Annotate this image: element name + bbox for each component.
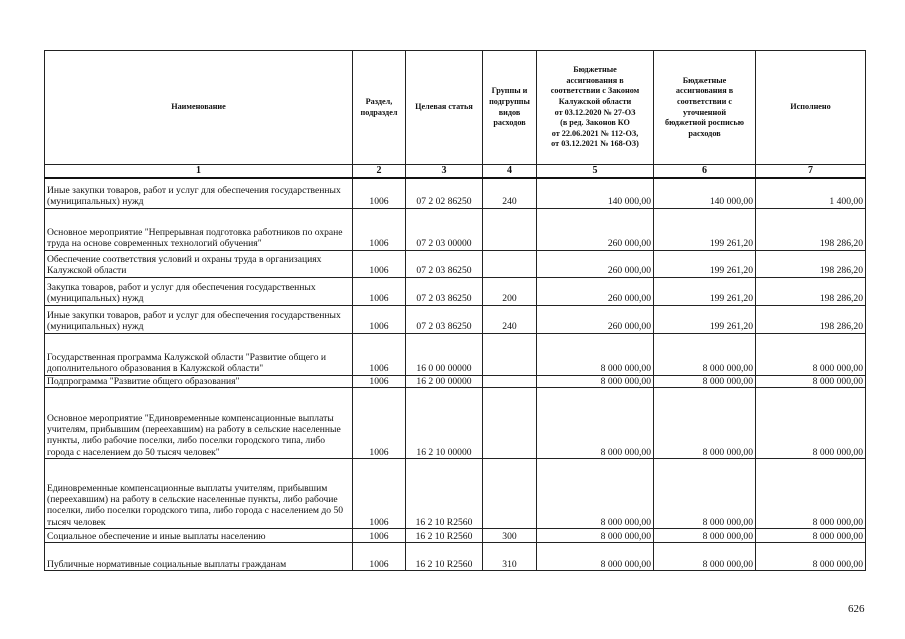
table-row [45,333,866,375]
row-section: 1006 [353,250,406,277]
row-name: Иные закупки товаров, работ и услуг для обеспечения государственных (муниципальных) нужд [45,178,353,208]
table-row [45,458,866,528]
row-budget-law: 260 000,00 [537,277,654,305]
header-row [45,51,866,165]
row-section: 1006 [353,208,406,250]
row-budget-law: 140 000,00 [537,178,654,208]
row-group [483,333,537,375]
row-budget-law: 260 000,00 [537,208,654,250]
col-header-name: Наименование [45,51,353,165]
row-target-code: 07 2 02 86250 [406,178,483,208]
row-budget-refined: 8 000 000,00 [654,387,756,458]
row-section: 1006 [353,542,406,570]
row-budget-law: 8 000 000,00 [537,528,654,542]
col-number: 7 [756,165,866,179]
row-target-code: 16 2 10 R2560 [406,528,483,542]
row-target-code: 16 2 10 R2560 [406,458,483,528]
row-budget-law: 8 000 000,00 [537,542,654,570]
row-executed: 198 286,20 [756,250,866,277]
row-target-code: 16 2 00 00000 [406,375,483,387]
row-name: Основное мероприятие "Непрерывная подготовка работников по охране труда на основе современных технологий обучения" [45,208,353,250]
row-budget-refined: 8 000 000,00 [654,333,756,375]
row-name: Единовременные компенсационные выплаты учителям, прибывшим (переехавшим) на работу в сельские населенные пункты, либо рабочие поселки, либо поселки городского типа, либо города с населением до 50 тысяч человек [45,458,353,528]
col-number: 5 [537,165,654,179]
row-name: Иные закупки товаров, работ и услуг для обеспечения государственных (муниципальных) нужд [45,305,353,333]
row-executed: 198 286,20 [756,305,866,333]
table-row [45,528,866,542]
row-section: 1006 [353,375,406,387]
table-row [45,542,866,570]
row-budget-refined: 8 000 000,00 [654,528,756,542]
col-number: 2 [353,165,406,179]
table-row [45,305,866,333]
col-number: 4 [483,165,537,179]
row-section: 1006 [353,333,406,375]
row-budget-refined: 8 000 000,00 [654,375,756,387]
row-section: 1006 [353,458,406,528]
row-budget-refined: 199 261,20 [654,277,756,305]
table-row [45,250,866,277]
row-name: Публичные нормативные социальные выплаты гражданам [45,542,353,570]
row-group [483,458,537,528]
row-executed: 8 000 000,00 [756,458,866,528]
row-budget-law: 260 000,00 [537,305,654,333]
page-number: 626 [848,603,865,615]
row-executed: 8 000 000,00 [756,528,866,542]
row-executed: 1 400,00 [756,178,866,208]
col-header-target: Целевая статья [406,51,483,165]
row-section: 1006 [353,387,406,458]
row-executed: 198 286,20 [756,208,866,250]
row-executed: 8 000 000,00 [756,333,866,375]
row-group: 200 [483,277,537,305]
table-row [45,208,866,250]
row-section: 1006 [353,178,406,208]
col-number: 3 [406,165,483,179]
row-executed: 198 286,20 [756,277,866,305]
row-group: 240 [483,305,537,333]
row-budget-refined: 199 261,20 [654,208,756,250]
col-number: 6 [654,165,756,179]
row-group: 240 [483,178,537,208]
row-section: 1006 [353,528,406,542]
row-budget-law: 8 000 000,00 [537,333,654,375]
row-target-code: 07 2 03 00000 [406,208,483,250]
row-group [483,250,537,277]
budget-table [44,50,866,571]
row-executed: 8 000 000,00 [756,542,866,570]
row-group: 310 [483,542,537,570]
row-budget-refined: 199 261,20 [654,305,756,333]
row-group [483,375,537,387]
row-name: Обеспечение соответствия условий и охраны труда в организациях Калужской области [45,250,353,277]
row-target-code: 07 2 03 86250 [406,277,483,305]
row-budget-refined: 8 000 000,00 [654,542,756,570]
row-budget-refined: 8 000 000,00 [654,458,756,528]
row-budget-law: 8 000 000,00 [537,458,654,528]
table-row [45,375,866,387]
table-row [45,387,866,458]
col-number: 1 [45,165,353,179]
row-executed: 8 000 000,00 [756,375,866,387]
col-header-budget-refined: Бюджетные ассигнования в соответствии с уточненной бюджетной росписью расходов [654,51,756,165]
row-target-code: 07 2 03 86250 [406,305,483,333]
row-target-code: 16 2 10 R2560 [406,542,483,570]
row-budget-law: 8 000 000,00 [537,387,654,458]
col-header-budget-law: Бюджетные ассигнования в соответствии с Законом Калужской области от 03.12.2020 № 27-ОЗ (в ред. Законов КО от 22.06.2021 № 112-ОЗ, от 03.12.2021 № 168-ОЗ) [537,51,654,165]
col-header-executed: Исполнено [756,51,866,165]
column-number-row [45,165,866,179]
row-name: Закупка товаров, работ и услуг для обеспечения государственных (муниципальных) нужд [45,277,353,305]
row-group [483,387,537,458]
col-header-group: Группы и подгруппы видов расходов [483,51,537,165]
col-header-section: Раздел, подраздел [353,51,406,165]
row-budget-refined: 199 261,20 [654,250,756,277]
row-target-code: 16 2 10 00000 [406,387,483,458]
row-name: Социальное обеспечение и иные выплаты населению [45,528,353,542]
row-target-code: 07 2 03 86250 [406,250,483,277]
table-row [45,277,866,305]
row-section: 1006 [353,305,406,333]
table-row [45,178,866,208]
row-budget-law: 8 000 000,00 [537,375,654,387]
row-name: Основное мероприятие "Единовременные компенсационные выплаты учителям, прибывшим (переехавшим) на работу в сельские населенные пункты, либо рабочие поселки, либо поселки городского типа, либо города с населением до 50 тысяч человек" [45,387,353,458]
row-group: 300 [483,528,537,542]
row-budget-law: 260 000,00 [537,250,654,277]
row-group [483,208,537,250]
row-section: 1006 [353,277,406,305]
row-executed: 8 000 000,00 [756,387,866,458]
row-name: Подпрограмма "Развитие общего образования" [45,375,353,387]
row-budget-refined: 140 000,00 [654,178,756,208]
row-name: Государственная программа Калужской области "Развитие общего и дополнительного образования в Калужской области" [45,333,353,375]
row-target-code: 16 0 00 00000 [406,333,483,375]
